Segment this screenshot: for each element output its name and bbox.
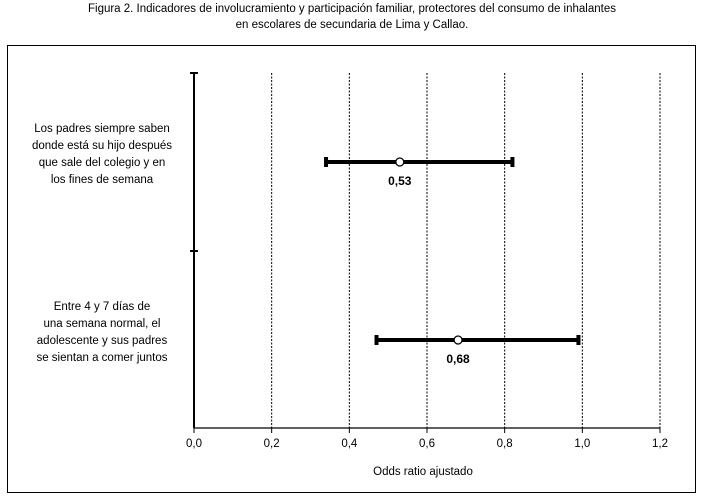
or-value-label: 0,53 bbox=[388, 174, 412, 188]
row-label-line: los fines de semana bbox=[50, 174, 154, 186]
x-tick-label: 1,2 bbox=[652, 438, 668, 450]
row-label-line: una semana normal, el bbox=[43, 318, 161, 330]
row-label-line: donde está su hijo después bbox=[31, 140, 173, 152]
point-estimate bbox=[454, 336, 462, 344]
point-estimate bbox=[396, 158, 404, 166]
figure-title-line-2: en escolares de secundaria de Lima y Callao. bbox=[235, 19, 469, 31]
row-label-line: Los padres siempre saben bbox=[34, 123, 170, 135]
x-tick-label: 0,4 bbox=[341, 438, 358, 450]
row-label-line: adolescente y sus padres bbox=[36, 335, 168, 347]
x-tick-label: 0,8 bbox=[496, 438, 513, 450]
x-tick-label: 0,2 bbox=[263, 438, 280, 450]
x-tick-label: 0,0 bbox=[186, 438, 202, 450]
x-axis-label: Odds ratio ajustado bbox=[373, 466, 473, 478]
row-label-line: que sale del colegio y en bbox=[38, 157, 166, 169]
or-value-label: 0,68 bbox=[446, 352, 470, 366]
x-tick-label: 1,0 bbox=[574, 438, 591, 450]
x-tick-label: 0,6 bbox=[419, 438, 435, 450]
row-label-line: se sientan a comer juntos bbox=[36, 352, 168, 364]
row-label-line: Entre 4 y 7 días de bbox=[53, 301, 151, 313]
figure-title-line-1: Figura 2. Indicadores de involucramiento y participación familiar, protectores del consumo de inhalantes bbox=[87, 3, 616, 15]
